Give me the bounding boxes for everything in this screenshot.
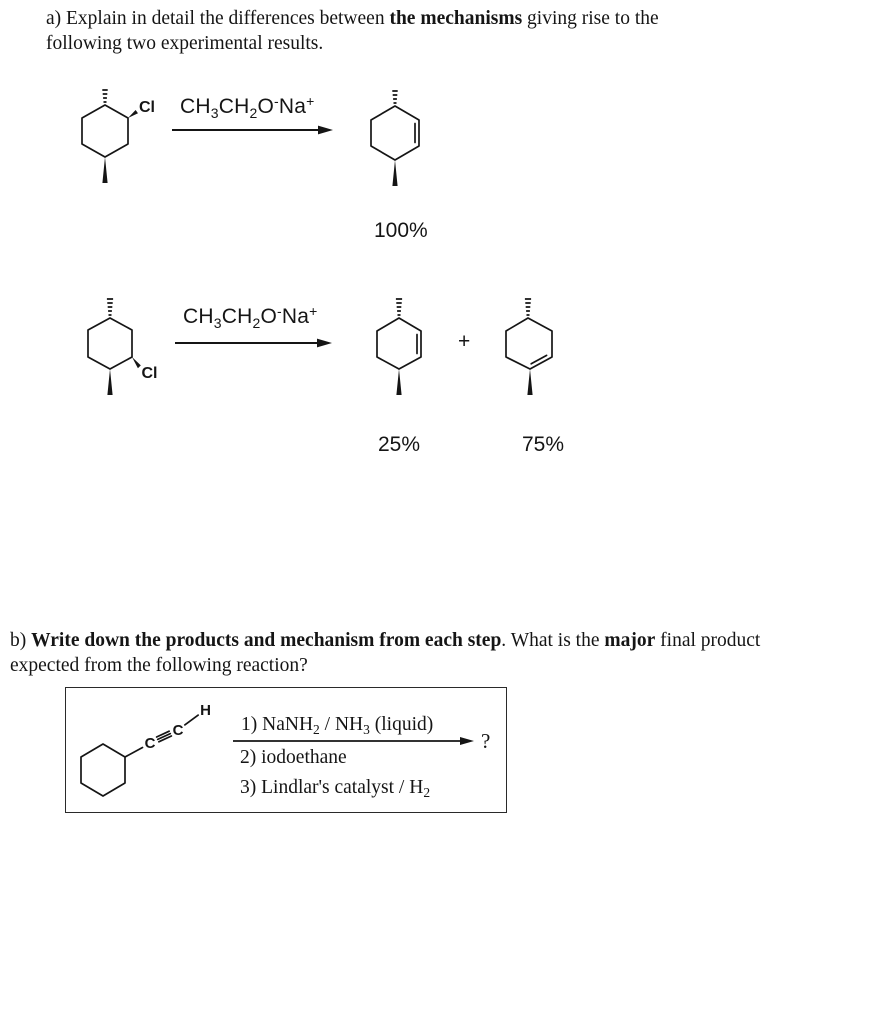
reagent-text: CH — [183, 305, 214, 328]
single-bond — [185, 715, 198, 725]
reagent-label-2 — [183, 303, 318, 331]
question-b-part1: b) — [10, 630, 32, 651]
reagent-text: O — [260, 305, 278, 328]
reactant-2-structure — [55, 285, 185, 397]
question-a-part3: giving rise to the — [522, 8, 659, 29]
product-2b-structure — [495, 285, 580, 397]
reaction-arrow-icon — [175, 335, 333, 351]
single-bond — [125, 748, 143, 758]
hashed-wedge-bond — [525, 299, 531, 315]
question-b-bold2: major — [604, 630, 656, 651]
plus-sign: + — [458, 330, 471, 353]
question-a-part4: following two experimental results. — [46, 32, 324, 54]
chlorine-label: Cl — [139, 99, 155, 116]
reaction-arrow-icon — [172, 122, 334, 138]
double-bond — [531, 355, 546, 363]
step-3-sub: 2 — [423, 785, 431, 800]
question-b-part3: . What is the — [501, 630, 605, 651]
question-mark-label: ? — [481, 729, 491, 753]
product-1-structure — [360, 82, 440, 192]
reagent-text: CH — [218, 95, 250, 118]
reagent-text: CH — [221, 305, 253, 328]
step-3-text: 3) Lindlar's catalyst / H — [240, 777, 424, 798]
question-b-part5: final product — [655, 630, 761, 651]
step-1-sub: 3 — [363, 722, 370, 737]
solid-wedge-bond — [107, 369, 112, 395]
question-a-bold: the mechanisms — [389, 8, 523, 29]
reagent-label-1 — [180, 93, 315, 121]
step-2-label: 2) iodoethane — [240, 747, 347, 768]
question-b-part6: expected from the following reaction? — [10, 654, 308, 676]
solid-wedge-bond — [396, 369, 401, 395]
question-b-bold1: Write down the products and mechanism from each step — [31, 630, 502, 651]
cyclohexane-ring — [82, 105, 128, 157]
hashed-wedge-bond — [396, 299, 402, 315]
hydrogen-label: H — [200, 702, 211, 719]
arrow-head — [318, 126, 333, 135]
reagent-sup: + — [309, 303, 318, 319]
reagent-sub: 2 — [249, 105, 258, 121]
step-1-sub: 2 — [313, 722, 320, 737]
cyclohexane-ring — [88, 318, 132, 369]
cyclohexane-ring — [81, 744, 125, 796]
step-1-text: (liquid) — [369, 714, 434, 735]
step-1-text: 1) NaNH — [241, 714, 314, 735]
question-b-text — [10, 629, 876, 678]
triple-bond — [157, 731, 172, 742]
solid-wedge-bond — [527, 369, 532, 395]
solid-wedge-bond — [102, 157, 107, 183]
chlorine-label: Cl — [141, 365, 158, 382]
question-a-part1: a) Explain in detail the differences between — [46, 8, 390, 29]
cyclohexene-ring — [506, 318, 552, 369]
cl-wedge-bond — [128, 110, 138, 118]
reagent-text: Na — [278, 95, 307, 118]
cyclohexene-ring — [377, 318, 421, 369]
carbon-label: C — [172, 722, 184, 739]
arrow-head — [460, 737, 474, 745]
yield-75-label: 75% — [522, 433, 565, 456]
product-2a-structure — [364, 285, 444, 397]
reagent-sub: 3 — [210, 105, 219, 121]
reagent-sup: + — [306, 93, 315, 109]
cyclohexene-ring — [371, 106, 419, 160]
carbon-label: C — [144, 735, 156, 752]
hashed-wedge-bond — [392, 91, 397, 103]
reagent-text: CH — [180, 95, 211, 118]
yield-25-label: 25% — [378, 433, 421, 456]
alkyne-substrate-structure — [70, 698, 240, 810]
cl-wedge-bond — [132, 357, 141, 368]
hashed-wedge-bond — [102, 90, 107, 102]
reagent-sup: - — [277, 303, 282, 319]
hashed-wedge-bond — [107, 299, 113, 315]
reagent-sub: 3 — [213, 315, 222, 331]
reagent-text: Na — [281, 305, 310, 328]
reagent-text: O — [257, 95, 275, 118]
solid-wedge-bond — [392, 160, 397, 186]
reagent-sub: 2 — [252, 315, 261, 331]
reagent-sup: - — [274, 93, 279, 109]
step-1-text: / NH — [319, 714, 364, 735]
yield-100-label: 100% — [374, 219, 428, 242]
step-3-label — [240, 777, 430, 801]
reactant-1-structure — [48, 77, 178, 189]
question-a-text — [46, 7, 786, 56]
arrow-head — [317, 339, 332, 348]
